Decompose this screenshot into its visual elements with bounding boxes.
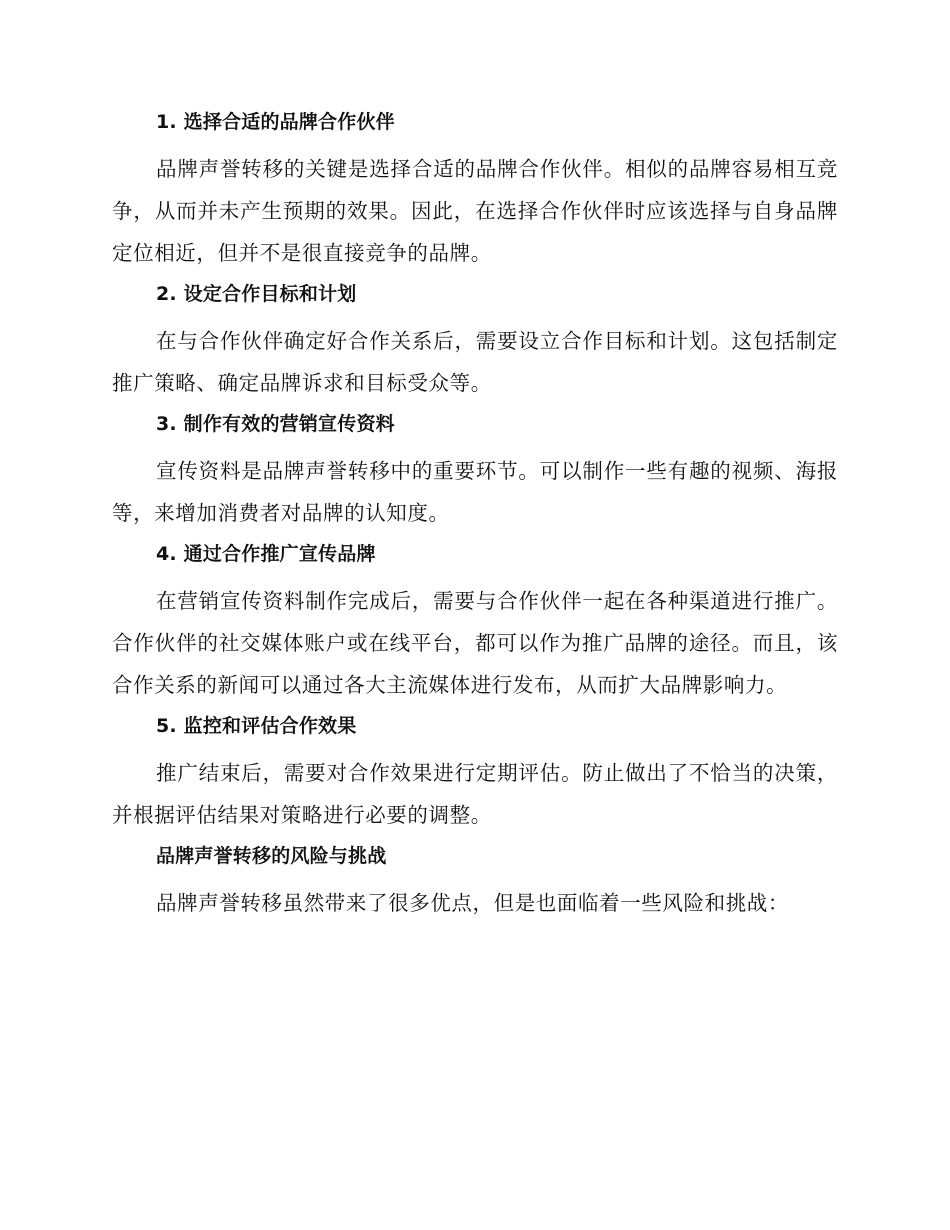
document-page [112, 108, 838, 924]
section-body-5: 推广结束后，需要对合作效果进行定期评估。防止做出了不恰当的决策，并根据评估结果对策略进行必要的调整。 [112, 761, 838, 827]
section-body-2: 在与合作伙伴确定好合作关系后，需要设立合作目标和计划。这包括制定推广策略、确定品牌诉求和目标受众等。 [112, 329, 838, 395]
section-heading-5: 5. 监控和评估合作效果 [156, 715, 357, 737]
section-body-4: 在营销宣传资料制作完成后，需要与合作伙伴一起在各种渠道进行推广。合作伙伴的社交媒体账户或在线平台，都可以作为推广品牌的途径。而且，该合作关系的新闻可以通过各大主流媒体进行发布，从而扩大品牌影响力。 [112, 589, 838, 697]
section-body-3: 宣传资料是品牌声誉转移中的重要环节。可以制作一些有趣的视频、海报等，来增加消费者对品牌的认知度。 [112, 459, 838, 525]
section-heading-risks: 品牌声誉转移的风险与挑战 [156, 845, 387, 867]
section-heading-3: 3. 制作有效的营销宣传资料 [156, 413, 395, 435]
section-body-risks: 品牌声誉转移虽然带来了很多优点，但是也面临着一些风险和挑战： [156, 891, 789, 915]
section-heading-1: 1. 选择合适的品牌合作伙伴 [156, 111, 395, 133]
section-heading-2: 2. 设定合作目标和计划 [156, 283, 357, 305]
section-heading-4: 4. 通过合作推广宣传品牌 [156, 543, 376, 565]
section-body-1: 品牌声誉转移的关键是选择合适的品牌合作伙伴。相似的品牌容易相互竞争，从而并未产生预期的效果。因此，在选择合作伙伴时应该选择与自身品牌定位相近，但并不是很直接竞争的品牌。 [112, 157, 838, 265]
